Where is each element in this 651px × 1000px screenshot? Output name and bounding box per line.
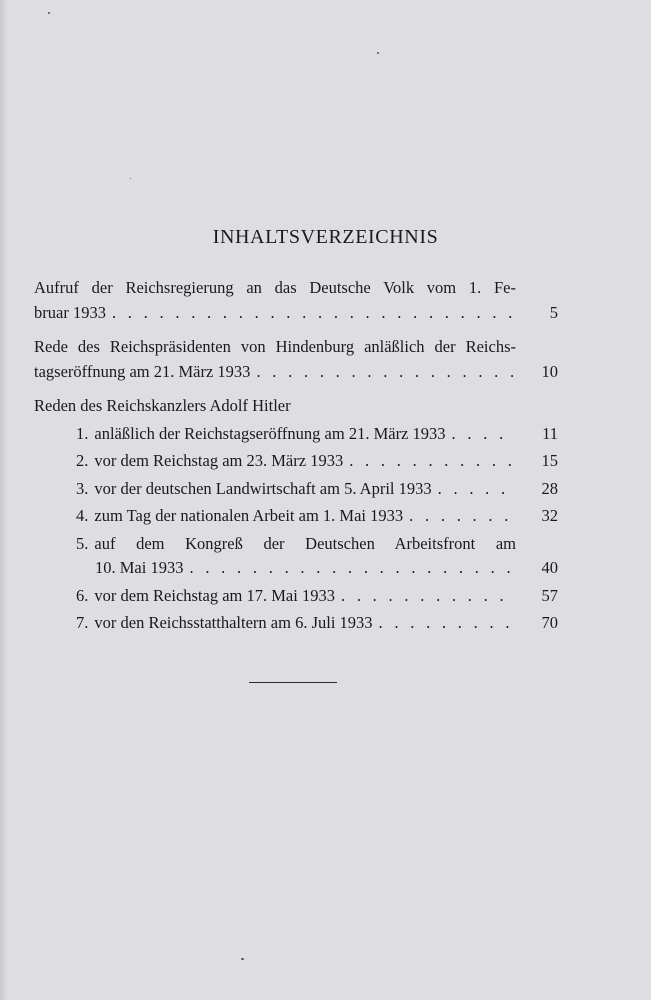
page-number: 28 — [541, 478, 558, 498]
speech-title: zum Tag der nationalen Arbeit am 1. Mai 1933 — [94, 506, 404, 525]
closing-rule — [249, 682, 337, 683]
page-number: 10 — [541, 361, 558, 381]
toc-speech-5[interactable] — [34, 532, 558, 581]
toc-entry-text-continued: tagseröffnung am 21. März 1933 — [34, 361, 251, 381]
toc-speech-3[interactable] — [34, 477, 558, 502]
toc-entry-text: Aufruf der Reichsregierung an das Deutsche Volk vom 1. Fe- — [34, 278, 516, 297]
toc-speech-6[interactable] — [34, 584, 558, 609]
page-number: 57 — [541, 585, 558, 605]
page-number: 5 — [549, 302, 558, 322]
speech-number: 7. — [76, 613, 89, 632]
dot-leader — [256, 360, 514, 385]
paper-speck — [241, 958, 244, 960]
page-number: 11 — [542, 423, 558, 443]
speech-title: vor den Reichsstatthaltern am 6. Juli 1933 — [94, 613, 373, 632]
speech-number: 3. — [76, 478, 89, 498]
speech-title: vor dem Reichstag am 17. Mai 1933 — [94, 585, 335, 605]
speech-number: 1. — [76, 423, 89, 443]
toc-entry-hindenburg[interactable] — [34, 335, 558, 384]
toc-entry-aufruf[interactable] — [34, 276, 558, 325]
section-heading-text: Reden des Reichskanzlers Adolf Hitler — [34, 396, 291, 415]
page-number: 32 — [541, 506, 558, 525]
toc-entry-text-continued: bruar 1933 — [34, 302, 106, 322]
dot-leader — [189, 556, 514, 581]
speech-title: vor dem Reichstag am 23. März 1933 — [94, 451, 344, 470]
speech-list — [34, 422, 558, 636]
page-number: 70 — [541, 613, 558, 632]
dot-leader — [438, 477, 514, 502]
dot-leader — [452, 422, 514, 447]
paper-speck — [377, 52, 379, 54]
page-title: INHALTSVERZEICHNIS — [212, 226, 439, 248]
speech-title: anläßlich der Reichstagseröffnung am 21. März 1933 — [94, 423, 446, 443]
toc-speech-4[interactable] — [34, 504, 558, 529]
page-number: 15 — [541, 451, 558, 470]
paper-speck — [130, 178, 131, 179]
speech-title: auf dem Kongreß der Deutschen Arbeitsfront am — [94, 533, 516, 553]
dot-leader — [341, 584, 514, 609]
speech-number: 5. — [76, 533, 89, 553]
dot-leader — [409, 504, 514, 529]
dot-leader — [112, 301, 514, 326]
toc-entry-text: Rede des Reichspräsidenten von Hindenburg anläßlich der Reichs- — [34, 337, 516, 356]
toc-speech-7[interactable] — [34, 611, 558, 636]
toc-speech-2[interactable] — [34, 449, 558, 474]
toc-speech-1[interactable] — [34, 422, 558, 447]
paper-speck — [48, 12, 50, 14]
speech-title-continued: 10. Mai 1933 — [95, 558, 184, 577]
dot-leader — [349, 449, 514, 474]
toc-section-heading — [34, 394, 558, 419]
table-of-contents — [34, 276, 558, 636]
page-number: 40 — [541, 558, 558, 577]
speech-number: 2. — [76, 451, 89, 470]
dot-leader — [379, 611, 514, 636]
speech-number: 4. — [76, 506, 89, 525]
speech-title: vor der deutschen Landwirtschaft am 5. April 1933 — [94, 478, 432, 498]
speech-number: 6. — [76, 585, 89, 605]
